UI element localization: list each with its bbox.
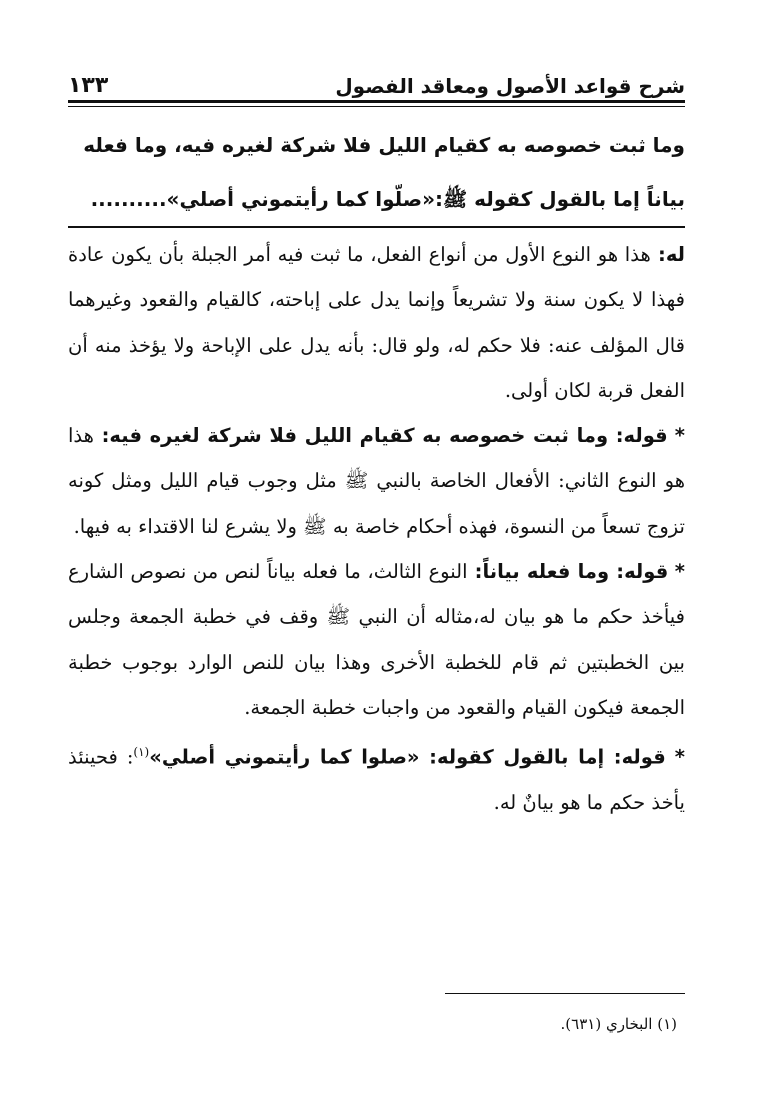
matn-line-1: وما ثبت خصوصه به كقيام الليل فلا شركة لغيره فيه، وما فعله [83, 133, 685, 157]
page-number: ١٣٣ [68, 73, 109, 98]
commentary-paragraph-4 [68, 730, 685, 825]
commentary-paragraph-3 [68, 549, 685, 730]
paragraph-lead: له: [650, 243, 685, 266]
asterisk-marker: * [674, 424, 685, 448]
paragraph-lead: قوله: وما ثبت خصوصه به كقيام الليل فلا شركة لغيره فيه: [93, 424, 668, 448]
paragraph-body: هذا هو النوع الأول من أنواع الفعل، ما ثبت فيه أمر الجبلة بأن يكون عادة فهذا لا يكون سنة ولا تشريعاً وإنما يدل على إباحته، كالقيام والقعود وغيرهما قال المؤلف عنه: فلا حكم له، ولو قال: بأنه يدل على الإباحة ولا يؤخذ منه أن الفعل قربة لكان أولى. [68, 243, 685, 402]
asterisk-marker: * [674, 560, 685, 584]
matn-line-2: بياناً إما بالقول كقوله ﷺ:«صلّوا كما رأيتموني أصلي».......... [90, 187, 685, 211]
paragraph-body: : فحينئذ يأخذ حكم ما هو بيانٌ له. [68, 745, 685, 815]
paragraph-lead: قوله: إما بالقول كقوله: «صلوا كما رأيتموني أصلي» [149, 745, 666, 769]
matn-text [68, 118, 685, 226]
header-rule-thick [68, 100, 685, 103]
page-header [68, 62, 685, 98]
header-rule-thin [68, 106, 685, 107]
matn-separator-rule [68, 226, 685, 228]
commentary-paragraph-2 [68, 413, 685, 549]
commentary-text [68, 232, 685, 825]
paragraph-body: النوع الثالث، ما فعله بياناً لنص من نصوص الشارع فيأخذ حكم ما هو بيان له،مثاله أن النبي ﷺ وقف في خطبة الجمعة وجلس بين الخطبتين ثم قام للخطبة الأخرى وهذا بيان للنص الوارد بوجوب خطبة الجمعة فيكون القيام والقعود من واجبات خطبة الجمعة. [68, 560, 685, 719]
paragraph-body: هذا هو النوع الثاني: الأفعال الخاصة بالنبي ﷺ مثل وجوب قيام الليل ومثل كونه تزوج تسعاً من النسوة، فهذه أحكام خاصة به ﷺ ولا يشرع لنا الاقتداء به فيها. [68, 424, 685, 538]
footnote-reference: (١) [133, 745, 150, 760]
asterisk-marker: * [674, 745, 685, 769]
commentary-paragraph-1 [68, 232, 685, 413]
footnote: (١) البخاري (٦٣١). [560, 1015, 677, 1033]
running-title: شرح قواعد الأصول ومعاقد الفصول [335, 74, 685, 98]
paragraph-lead: قوله: وما فعله بياناً: [467, 560, 669, 584]
footnote-rule [445, 993, 685, 994]
